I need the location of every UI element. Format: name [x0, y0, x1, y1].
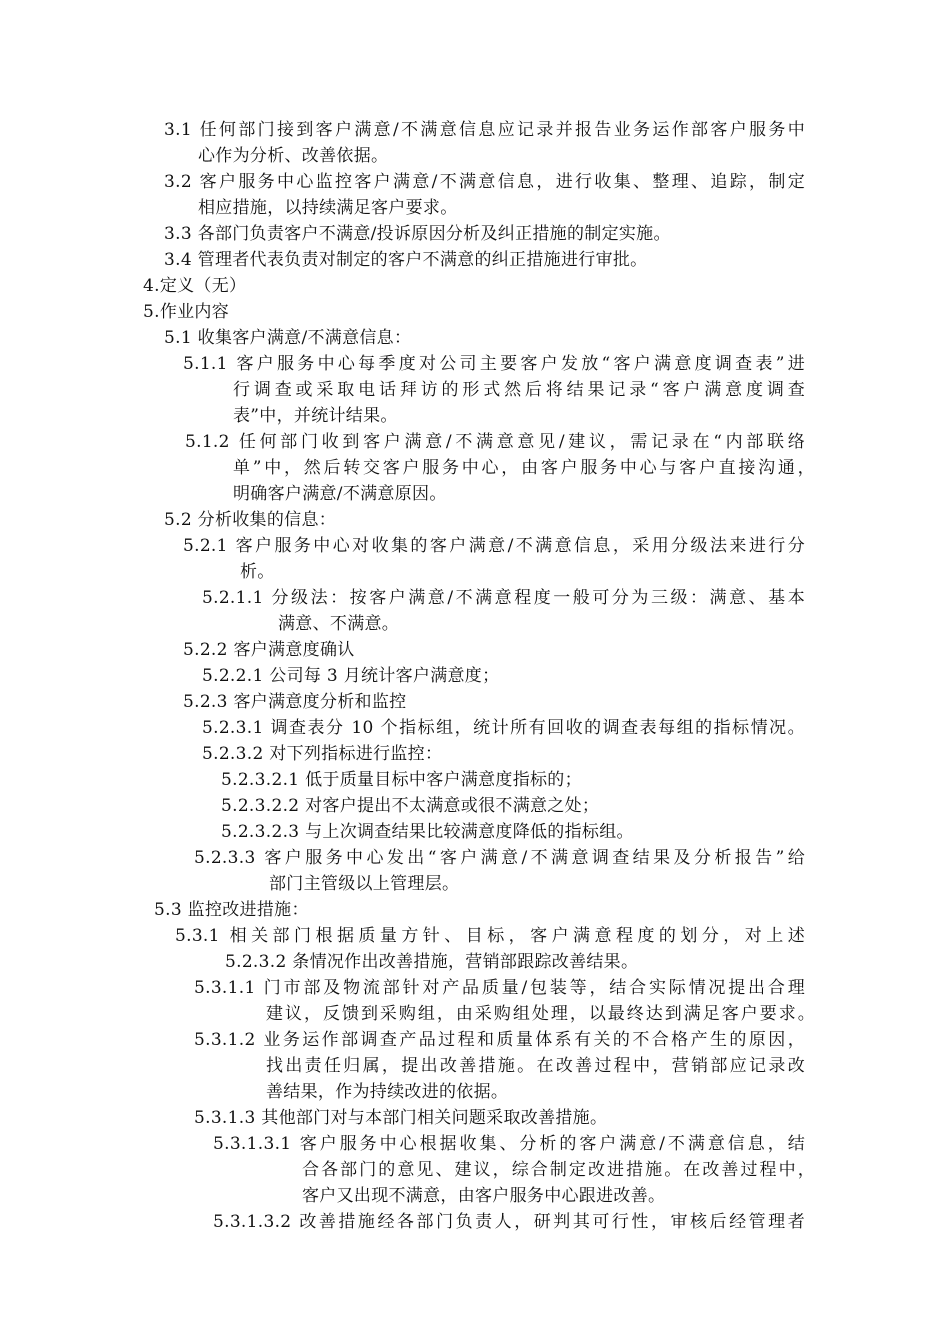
text-line: 5.1.1 客户服务中心每季度对公司主要客户发放“客户满意度调查表”进: [183, 354, 805, 374]
text-line: 5.2.3.3 客户服务中心发出“客户满意/不满意调查结果及分析报告”给: [194, 848, 805, 868]
text-line: 5.3.1.3.2 改善措施经各部门负责人，研判其可行性，审核后经管理者: [213, 1212, 805, 1232]
text-line: 5.2.2 客户满意度确认: [183, 640, 355, 660]
text-line: 3.3 各部门负责客户不满意/投诉原因分析及纠正措施的制定实施。: [164, 224, 671, 244]
text-line: 5.2.3.2 条情况作出改善措施，营销部跟踪改善结果。: [225, 952, 639, 972]
text-line: 4.定义（无）: [143, 276, 247, 296]
text-line: 相应措施，以持续满足客户要求。: [198, 198, 458, 218]
text-line: 满意、不满意。: [278, 614, 400, 634]
text-line: 5.1 收集客户满意/不满意信息：: [164, 328, 412, 348]
text-line: 3.1 任何部门接到客户满意/不满意信息应记录并报告业务运作部客户服务中: [164, 120, 805, 140]
text-line: 客户又出现不满意，由客户服务中心跟进改善。: [302, 1186, 666, 1206]
text-line: 合各部门的意见、建议，综合制定改进措施。在改善过程中，: [302, 1160, 815, 1180]
text-line: 析。: [240, 562, 275, 582]
text-line: 5.2.3.2.2 对客户提出不太满意或很不满意之处；: [221, 796, 600, 816]
text-line: 5.2.1 客户服务中心对收集的客户满意/不满意信息，采用分级法来进行分: [183, 536, 805, 556]
text-line: 5.2.1.1 分级法：按客户满意/不满意程度一般可分为三级：满意、基本: [202, 588, 805, 608]
text-line: 表”中，并统计结果。: [233, 406, 398, 426]
text-line: 5.2.3.1 调查表分 10 个指标组，统计所有回收的调查表每组的指标情况。: [202, 718, 805, 738]
text-line: 5.2.3.2.3 与上次调查结果比较满意度降低的指标组。: [221, 822, 634, 842]
text-line: 建议，反馈到采购组，由采购组处理，以最终达到满足客户要求。: [266, 1004, 815, 1024]
text-line: 5.3 监控改进措施：: [154, 900, 309, 920]
text-line: 5.3.1 相关部门根据质量方针、目标，客户满意程度的划分，对上述: [175, 926, 805, 946]
text-line: 5.3.1.3.1 客户服务中心根据收集、分析的客户满意/不满意信息，结: [213, 1134, 805, 1154]
text-line: 5.2.2.1 公司每 3 月统计客户满意度；: [202, 666, 500, 686]
text-line: 心作为分析、改善依据。: [198, 146, 389, 166]
text-line: 找出责任归属，提出改善措施。在改善过程中，营销部应记录改: [266, 1056, 805, 1076]
text-line: 5.2 分析收集的信息：: [164, 510, 337, 530]
text-line: 5.1.2 任何部门收到客户满意/不满意意见/建议，需记录在“内部联络: [185, 432, 805, 452]
text-line: 行调查或采取电话拜访的形式然后将结果记录“客户满意度调查: [233, 380, 805, 400]
text-line: 3.4 管理者代表负责对制定的客户不满意的纠正措施进行审批。: [164, 250, 648, 270]
text-line: 5.2.3 客户满意度分析和监控: [183, 692, 407, 712]
text-line: 5.作业内容: [143, 302, 230, 322]
text-line: 部门主管级以上管理层。: [269, 874, 460, 894]
text-line: 单”中，然后转交客户服务中心，由客户服务中心与客户直接沟通，: [233, 458, 815, 478]
text-line: 5.3.1.3 其他部门对与本部门相关问题采取改善措施。: [194, 1108, 608, 1128]
text-line: 明确客户满意/不满意原因。: [233, 484, 447, 504]
text-line: 善结果，作为持续改进的依据。: [266, 1082, 509, 1102]
text-line: 3.2 客户服务中心监控客户满意/不满意信息，进行收集、整理、追踪，制定: [164, 172, 805, 192]
text-line: 5.2.3.2 对下列指标进行监控：: [202, 744, 443, 764]
text-line: 5.3.1.2 业务运作部调查产品过程和质量体系有关的不合格产生的原因，: [194, 1030, 805, 1050]
text-line: 5.2.3.2.1 低于质量目标中客户满意度指标的；: [221, 770, 582, 790]
text-line: 5.3.1.1 门市部及物流部针对产品质量/包装等，结合实际情况提出合理: [194, 978, 805, 998]
